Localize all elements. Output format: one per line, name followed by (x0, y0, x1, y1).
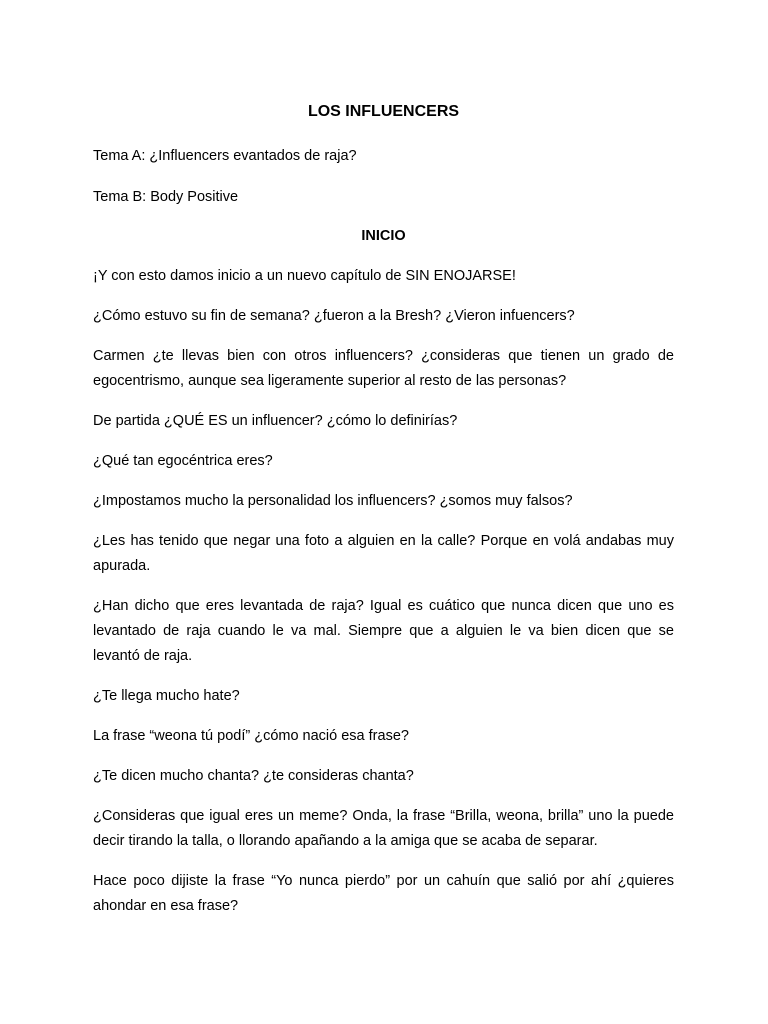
paragraph: ¡Y con esto damos inicio a un nuevo capítulo de SIN ENOJARSE! (93, 268, 516, 284)
paragraph: ¿Qué tan egocéntrica eres? (93, 453, 273, 469)
paragraph: ¿Han dicho que eres levantada de raja? Igual es cuático que nunca dicen que uno es levantado de raja cuando le va mal. Siempre que a alguien le va bien dicen que se levantó de raja. (93, 598, 674, 664)
paragraph: ¿Impostamos mucho la personalidad los influencers? ¿somos muy falsos? (93, 493, 573, 509)
topic-a: Tema A: ¿Influencers evantados de raja? (93, 148, 357, 164)
paragraph: ¿Les has tenido que negar una foto a alguien en la calle? Porque en volá andabas muy apurada. (93, 533, 674, 574)
section-heading: INICIO (361, 228, 406, 244)
paragraph: Carmen ¿te llevas bien con otros influencers? ¿consideras que tienen un grado de egocentrismo, aunque sea ligeramente superior al resto de las personas? (93, 348, 674, 389)
paragraph: ¿Te dicen mucho chanta? ¿te consideras chanta? (93, 768, 414, 784)
topic-b: Tema B: Body Positive (93, 189, 239, 205)
paragraph: La frase “weona tú podí” ¿cómo nació esa frase? (93, 728, 409, 744)
document-content (93, 102, 674, 934)
paragraph: ¿Te llega mucho hate? (93, 688, 240, 704)
paragraph: ¿Cómo estuvo su fin de semana? ¿fueron a la Bresh? ¿Vieron infuencers? (93, 308, 575, 324)
paragraph: De partida ¿QUÉ ES un influencer? ¿cómo lo definirías? (93, 413, 458, 429)
document-title: LOS INFLUENCERS (307, 103, 460, 120)
paragraph: ¿Consideras que igual eres un meme? Onda, la frase “Brilla, weona, brilla” uno la puede decir tirando la talla, o llorando apañando a la amiga que se acaba de separar. (93, 808, 674, 849)
paragraph: Hace poco dijiste la frase “Yo nunca pierdo” por un cahuín que salió por ahí ¿quieres ahondar en esa frase? (93, 873, 674, 914)
